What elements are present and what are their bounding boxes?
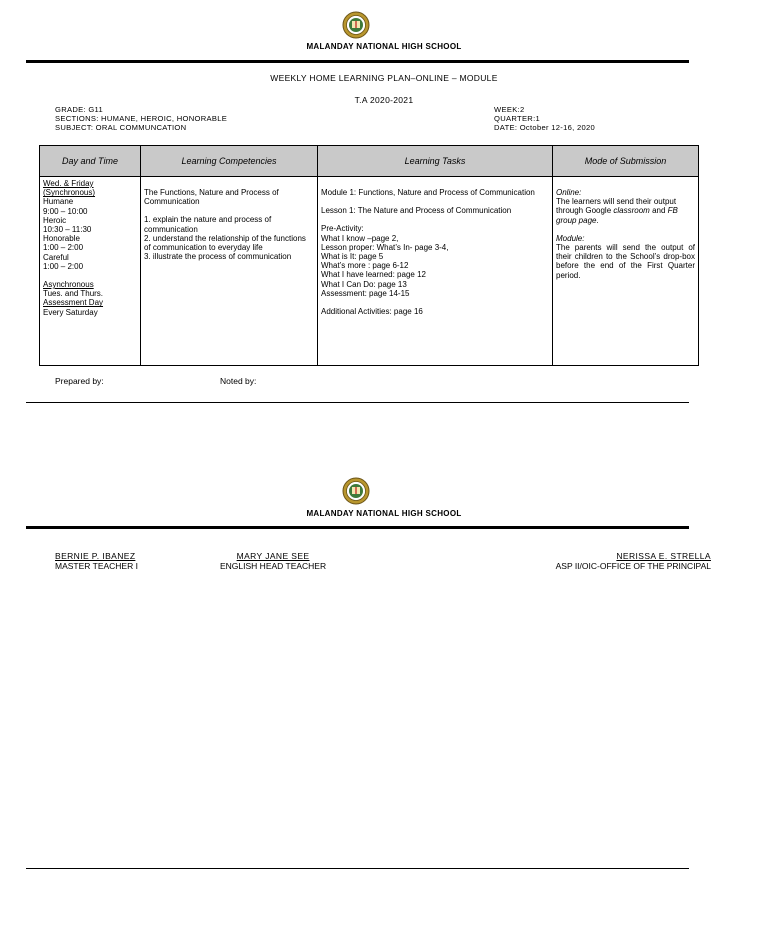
grade: GRADE: G11 xyxy=(55,105,104,114)
competency-item: 1. explain the nature and process of communication xyxy=(144,215,272,234)
assessment-days: Every Saturday xyxy=(43,307,98,317)
signatory-name: BERNIE P. IBANEZ xyxy=(55,551,136,561)
table-row xyxy=(40,177,699,366)
task-item: Lesson proper: What’s In- page 3-4, xyxy=(321,242,449,252)
signatory-title: ENGLISH HEAD TEACHER xyxy=(220,561,327,571)
section-line: Honorable xyxy=(43,234,80,244)
school-seal-icon xyxy=(342,11,370,39)
subject: SUBJECT: ORAL COMMUNCATION xyxy=(55,123,187,132)
section-line: Humane xyxy=(43,197,74,207)
task-item: What’s more : page 6-12 xyxy=(321,261,409,271)
date: DATE: October 12-16, 2020 xyxy=(494,123,596,132)
section-line: 10:30 – 11:30 xyxy=(43,225,92,235)
sections: SECTIONS: HUMANE, HEROIC, HONORABLE xyxy=(55,114,228,123)
task-module: Module 1: Functions, Nature and Process of Communication xyxy=(321,188,535,197)
prepared-by-label: Prepared by: xyxy=(55,376,104,386)
section-line: Careful xyxy=(43,252,69,262)
signatory-3 xyxy=(556,551,711,571)
header-competencies: Learning Competencies xyxy=(141,146,318,177)
noted-by-label: Noted by: xyxy=(220,376,257,386)
section-line: 1:00 – 2:00 xyxy=(43,261,84,271)
school-name-page-2: MALANDAY NATIONAL HIGH SCHOOL xyxy=(306,509,462,518)
school-name: MALANDAY NATIONAL HIGH SCHOOL xyxy=(306,42,462,51)
competency-item: 2. understand the relationship of the functions of communication to everyday life xyxy=(144,233,306,253)
signatory-1 xyxy=(55,551,138,571)
competencies-cell xyxy=(141,177,318,366)
signatory-title: ASP II/OIC-OFFICE OF THE PRINCIPAL xyxy=(555,561,711,571)
task-item: What I Can Do: page 13 xyxy=(321,279,407,289)
school-seal-icon xyxy=(342,477,370,505)
online-text: The learners will send their output through Google classroom and FB group page. xyxy=(556,197,678,225)
header-rule xyxy=(26,60,689,63)
competency-topic: The Functions, Nature and Process of Communication xyxy=(144,188,279,207)
online-label: Online: xyxy=(556,188,582,197)
fb-group-text: FB group page xyxy=(556,206,678,225)
plan-title: WEEKLY HOME LEARNING PLAN–ONLINE – MODULE xyxy=(270,73,498,83)
async-title: Asynchronous xyxy=(43,280,94,290)
page-2-header-rule xyxy=(26,526,689,529)
task-item: What is It: page 5 xyxy=(321,252,384,262)
section-line: 1:00 – 2:00 xyxy=(43,243,84,253)
learning-plan-table xyxy=(39,145,699,366)
header-day-time: Day and Time xyxy=(40,146,141,177)
page-2-bottom-rule xyxy=(26,868,689,869)
async-days: Tues. and Thurs. xyxy=(43,289,104,299)
competency-item: 3. illustrate the process of communication xyxy=(144,252,292,262)
submission-cell xyxy=(553,177,699,366)
sync-title-2: (Synchronous) xyxy=(43,188,96,198)
task-item: Assessment: page 14-15 xyxy=(321,288,410,298)
task-item: What I know –page 2, xyxy=(321,233,399,243)
task-item: What I have learned: page 12 xyxy=(321,270,426,280)
signatory-title: MASTER TEACHER I xyxy=(55,561,138,571)
module-label: Module: xyxy=(556,233,585,243)
module-text: The parents will send the output of their children to the School’s drop-box before the end of the First Quarter period. xyxy=(556,243,695,280)
task-lesson: Lesson 1: The Nature and Process of Communication xyxy=(321,206,512,216)
assessment-title: Assessment Day xyxy=(43,298,104,308)
day-time-cell xyxy=(40,177,141,366)
tasks-cell xyxy=(318,177,553,366)
header-tasks: Learning Tasks xyxy=(318,146,553,177)
section-line: 9:00 – 10:00 xyxy=(43,206,88,216)
table-header-row xyxy=(40,146,699,177)
classroom-text: classroom xyxy=(613,206,650,216)
week: WEEK:2 xyxy=(494,105,525,114)
meta-right xyxy=(494,105,595,132)
sync-title-1: Wed. & Friday xyxy=(43,179,94,188)
page-1-bottom-rule xyxy=(26,402,689,403)
signatory-name: MARY JANE SEE xyxy=(236,551,310,561)
header-submission: Mode of Submission xyxy=(553,146,699,177)
signatory-2 xyxy=(220,551,326,571)
signatory-name: NERISSA E. STRELLA xyxy=(616,551,711,561)
task-additional: Additional Activities: page 16 xyxy=(321,307,423,317)
section-line: Heroic xyxy=(43,215,67,225)
task-item: Pre-Activity: xyxy=(321,224,364,234)
school-year: T.A 2020-2021 xyxy=(354,95,414,105)
quarter: QUARTER:1 xyxy=(494,114,541,123)
meta-left xyxy=(55,105,227,132)
